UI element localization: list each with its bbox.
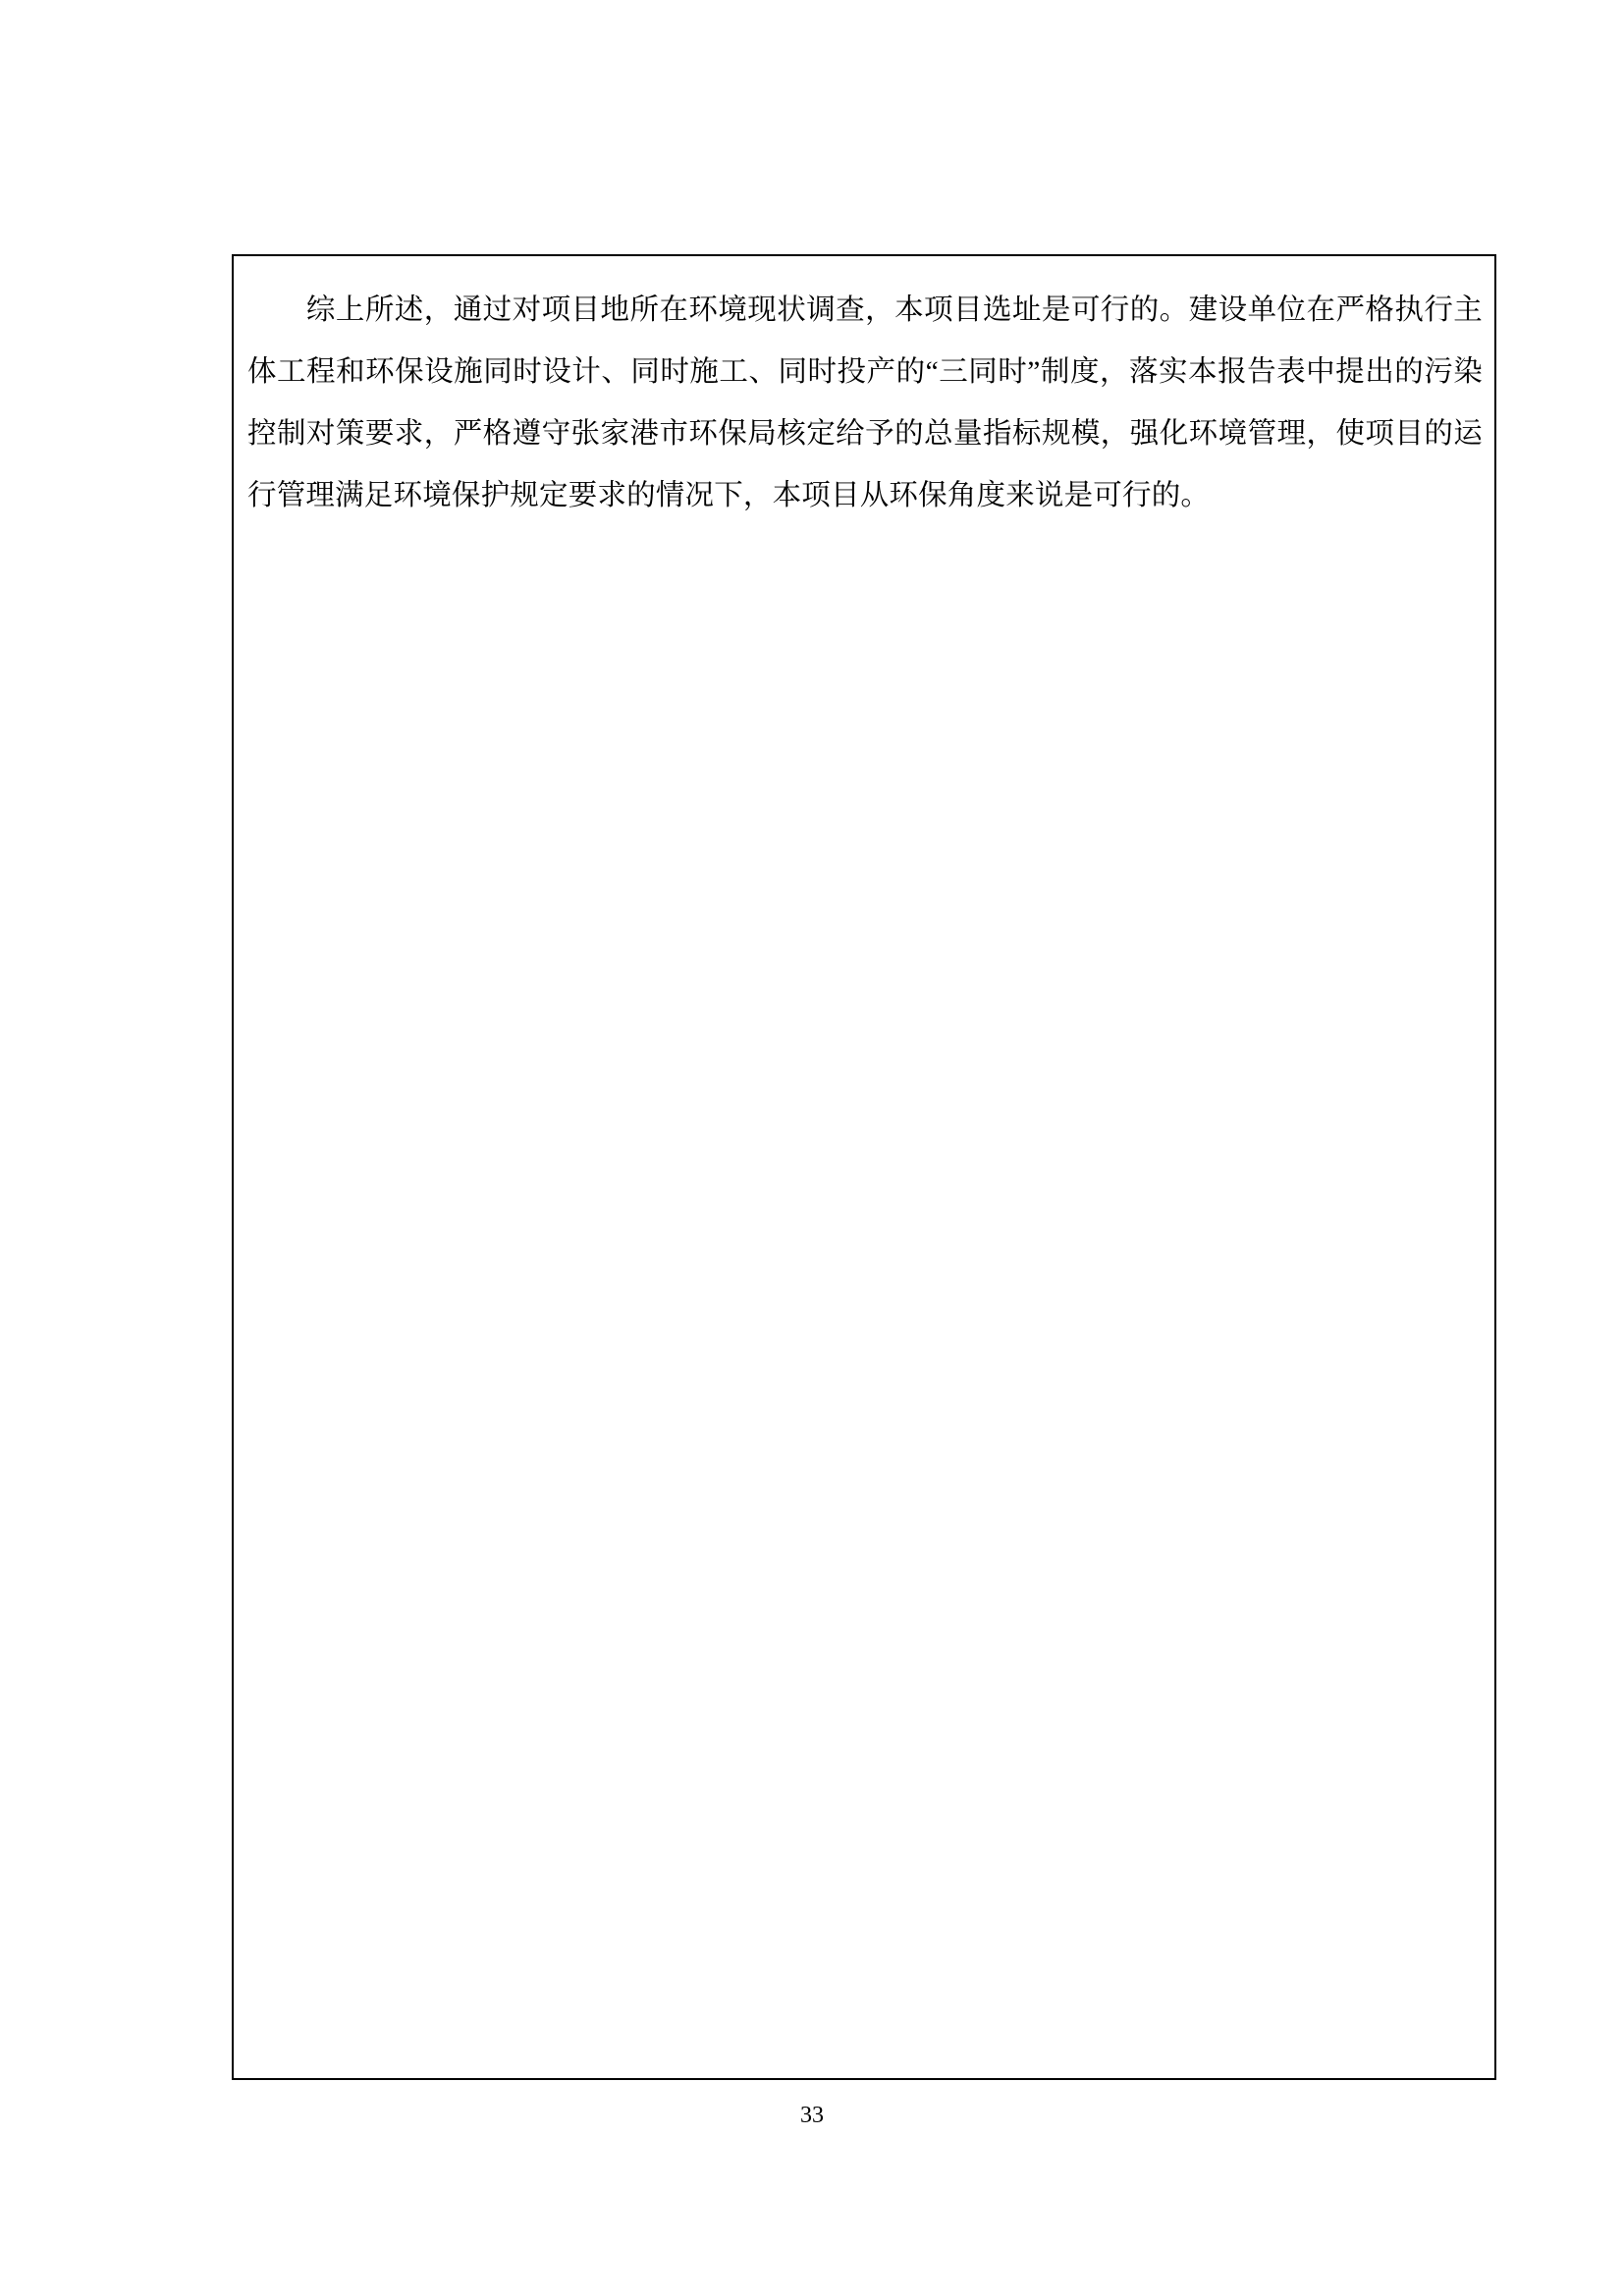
content-frame: [232, 254, 1496, 2080]
page-number: 33: [800, 2103, 824, 2128]
body-paragraph: 综上所述，通过对项目地所在环境现状调查，本项目选址是可行的。建设单位在严格执行主体工程和环保设施同时设计、同时施工、同时投产的“三同时”制度，落实本报告表中提出的污染控制对策要求，严格遵守张家港市环保局核定给予的总量指标规模，强化环境管理，使项目的运行管理满足环境保护规定要求的情况下，本项目从环保角度来说是可行的。: [247, 294, 1483, 511]
